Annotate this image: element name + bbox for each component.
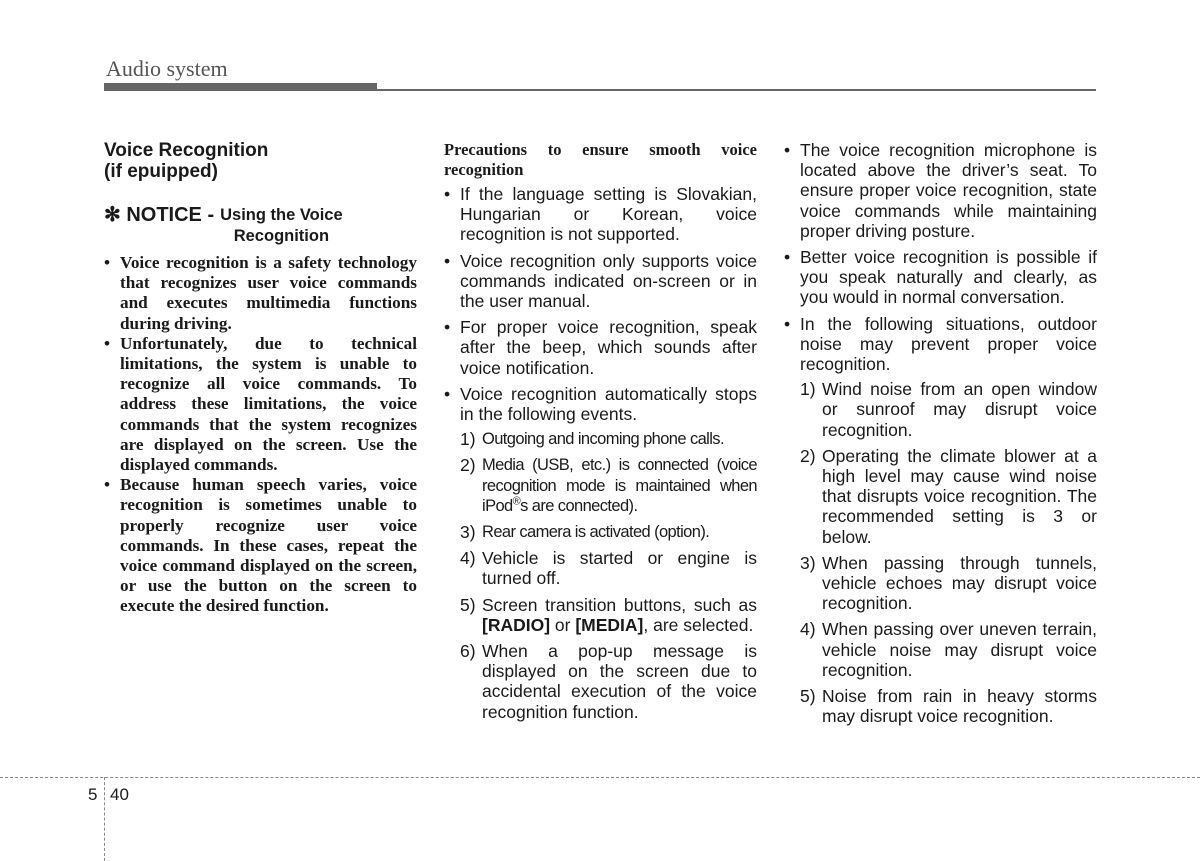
tip-item: • The voice recognition microphone is located above the driver’s seat. To ensure proper voice recognition, state voice commands while maintaining proper driving posture. — [784, 140, 1097, 241]
section-title — [104, 140, 417, 182]
header-rule-thin — [104, 89, 1096, 91]
situation-item: 2) Operating the climate blower at a high level may cause wind noise that disrupts voice recognition. The recommended setting is 3 or below. — [800, 445, 1097, 547]
situation-item: 4) When passing over uneven terrain, vehicle noise may disrupt voice recognition. — [800, 619, 1097, 680]
situation-item: 3) When passing through tunnels, vehicle echoes may disrupt voice recognition. — [800, 552, 1097, 614]
notice-subtitle-line1: Using the Voice — [220, 206, 343, 224]
precaution-item-text: Voice recognition automatically stops in the following events. — [460, 383, 757, 425]
event-item: 3) Rear camera is activated (option). — [460, 522, 710, 543]
events-list — [460, 429, 757, 722]
event-item: 2) Media (USB, etc.) is connected (voice recognition mode is maintained when iPod®s are connected). — [460, 455, 757, 515]
precaution-item: • If the language setting is Slovakian, Hungarian or Korean, voice recognition is not supported. — [444, 184, 757, 245]
precautions-title: Precautions to ensure smooth voice recognition — [444, 140, 757, 179]
precaution-item: • For proper voice recognition, speak after the beep, which sounds after voice notification. — [444, 317, 757, 378]
section-title-line1: Voice Recognition — [104, 140, 269, 161]
precautions-list — [444, 184, 757, 722]
notice-heading — [104, 204, 417, 247]
notice-item: • Because human speech varies, voice recognition is sometimes unable to properly recognize user voice commands. In these cases, repeat the voice command displayed on the screen, or use the button on the screen to execute the desired function. — [104, 475, 417, 616]
situation-item: 5) Noise from rain in heavy storms may disrupt voice recognition. — [800, 686, 1097, 727]
notice-item: • Unfortunately, due to technical limitations, the system is unable to recognize all voice commands. To address these limitations, the voice commands that the system recognizes are displayed on the screen. Use the displayed commands. — [104, 334, 417, 475]
tip-item: • Better voice recognition is possible if you speak naturally and clearly, as you would in normal conversation. — [784, 247, 1097, 308]
footer-divider — [0, 777, 1200, 778]
media-button-label: [MEDIA] — [575, 614, 644, 635]
situation-item: 1) Wind noise from an open window or sunroof may disrupt voice recognition. — [800, 379, 1097, 440]
tip-item — [784, 314, 1097, 727]
event-item: 4) Vehicle is started or engine is turned off. — [460, 548, 757, 589]
notice-subtitle-line2: Recognition — [233, 227, 330, 245]
notice-subtitle — [220, 204, 343, 247]
notice-label — [104, 204, 214, 226]
middle-column — [444, 140, 757, 728]
left-column — [104, 140, 417, 617]
situations-list — [800, 379, 1097, 726]
right-column — [784, 140, 1097, 732]
tips-list — [784, 140, 1097, 726]
footer-vertical-divider — [104, 777, 105, 861]
precaution-item: • Voice recognition only supports voice commands indicated on-screen or in the user manual. — [444, 251, 757, 312]
page-header-title: Audio system — [106, 56, 228, 81]
notice-star-icon: ✻ — [104, 204, 121, 226]
section-title-line2: (if epuipped) — [104, 161, 218, 182]
notice-list — [104, 253, 417, 617]
radio-button-label: [RADIO] — [482, 614, 551, 635]
notice-label-text: NOTICE - — [126, 204, 215, 226]
event-item: 6) When a pop-up message is displayed on the screen due to accidental execution of the voice recognition function. — [460, 641, 757, 722]
page-section-number: 5 — [88, 785, 98, 804]
event-item: 1) Outgoing and incoming phone calls. — [460, 429, 724, 450]
page-number: 40 — [110, 785, 129, 804]
notice-item: • Voice recognition is a safety technology that recognizes user voice commands and executes multimedia functions during driving. — [104, 253, 417, 334]
precaution-item — [444, 384, 757, 722]
tip-item-text: In the following situations, outdoor noise may prevent proper voice recognition. — [800, 313, 1097, 375]
event-item: 5) Screen transition buttons, such as [RADIO] or [MEDIA], are selected. — [460, 594, 757, 635]
